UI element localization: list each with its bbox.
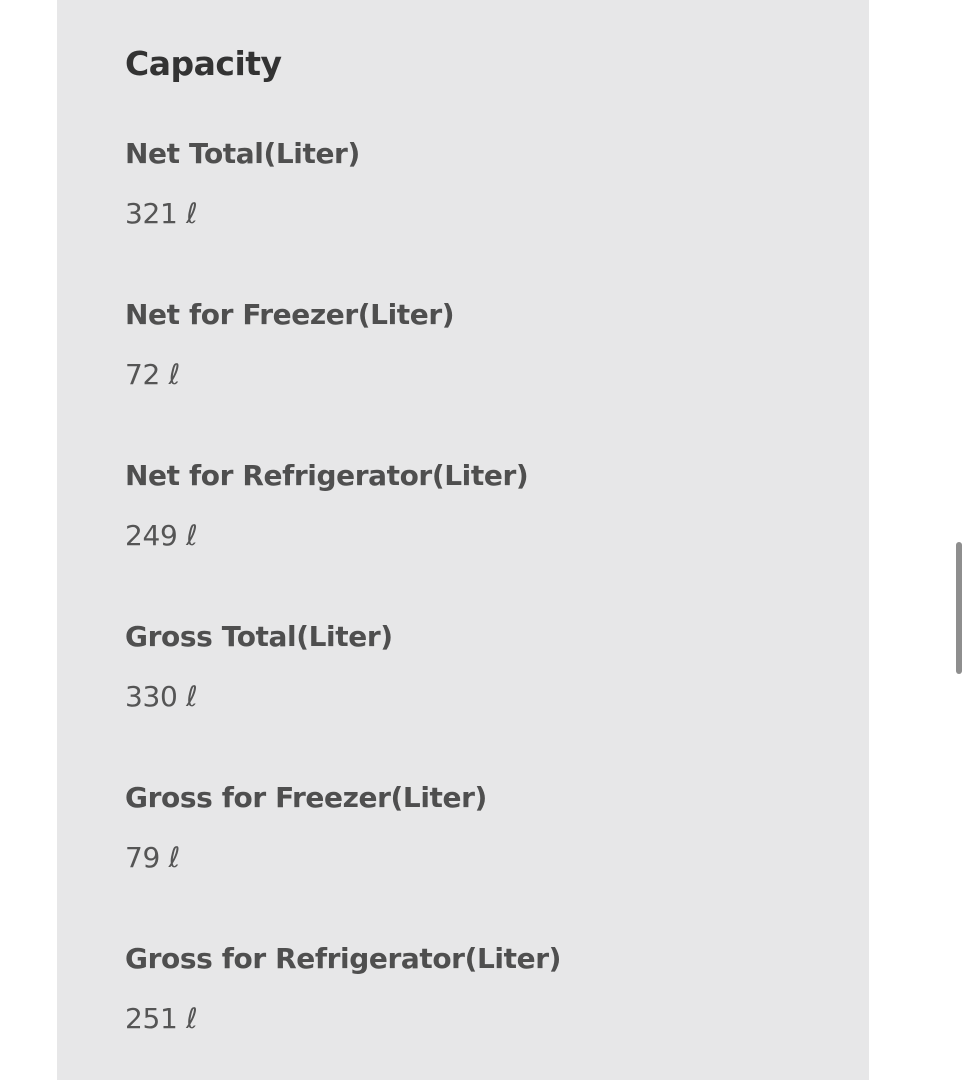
spec-item-net-total [125,131,825,292]
spec-item-net-refrigerator [125,453,825,614]
section-title: Capacity [125,44,282,83]
spec-label: Net for Freezer(Liter) [125,298,455,331]
spec-value: 72 ℓ [125,358,180,391]
spec-value: 321 ℓ [125,197,198,230]
spec-value: 79 ℓ [125,841,180,874]
spec-label: Gross for Freezer(Liter) [125,781,487,814]
spec-value: 249 ℓ [125,519,198,552]
scrollbar-thumb[interactable] [956,542,962,674]
spec-label: Gross for Refrigerator(Liter) [125,942,562,975]
spec-item-net-freezer [125,292,825,453]
spec-item-gross-total [125,614,825,775]
spec-item-gross-refrigerator [125,936,825,1080]
spec-value: 251 ℓ [125,1002,198,1035]
spec-value: 330 ℓ [125,680,198,713]
capacity-spec-panel [57,0,869,1080]
spec-label: Gross Total(Liter) [125,620,393,653]
spec-label: Net Total(Liter) [125,137,360,170]
spec-item-gross-freezer [125,775,825,936]
spec-list [125,131,825,1080]
spec-label: Net for Refrigerator(Liter) [125,459,529,492]
